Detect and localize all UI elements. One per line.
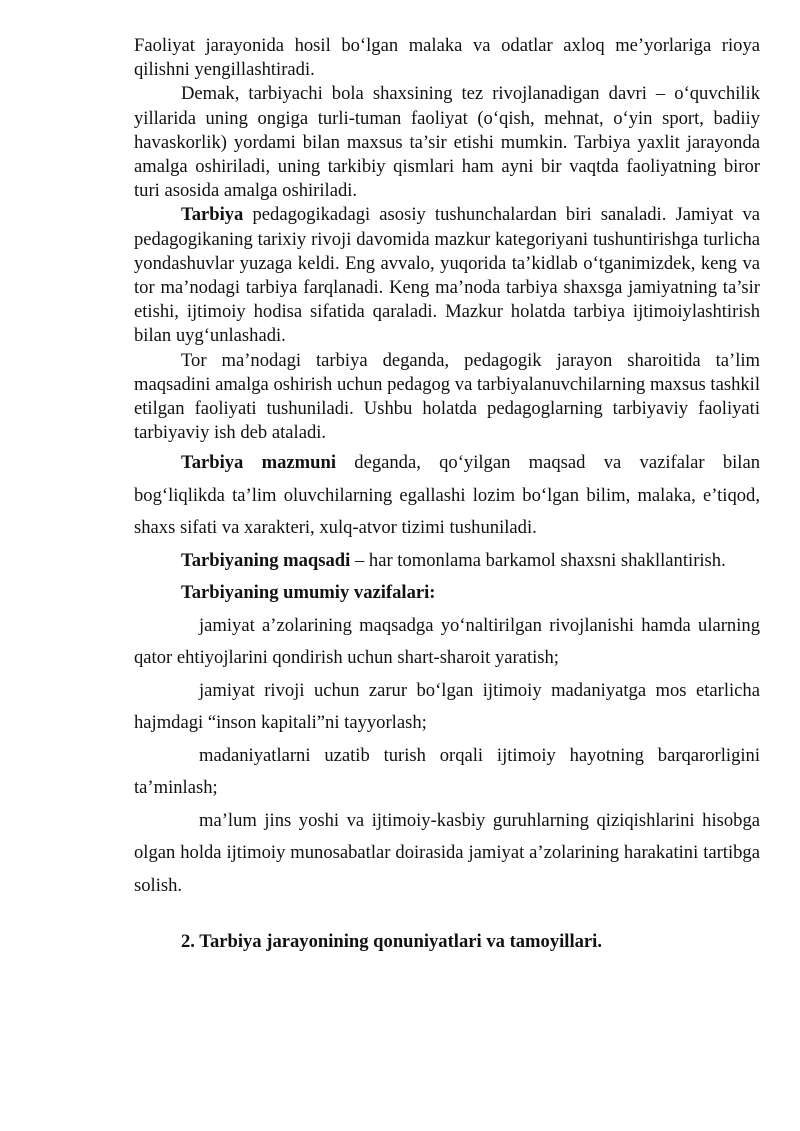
document-page xyxy=(134,34,760,956)
paragraph-tarbiya-mazmuni xyxy=(134,447,760,545)
bullet-item-3-text: madaniyatlarni uzatib turish orqali ijtimoiy hayotning barqarorligini ta’minlash; xyxy=(134,744,760,799)
bullet-item-4 xyxy=(134,805,760,903)
paragraph-maqsadi-text: – har tomonlama barkamol shaxsni shakllantirish. xyxy=(350,549,726,571)
paragraph-mazmuni-text: deganda, qo‘yilgan maqsad va vazifalar bilan bog‘liqlikda ta’lim oluvchilarning egallashi lozim bo‘lgan bilim, malaka, e’tiqod, shaxs sifati va xarakteri, xulq-atvor tizimi tushuniladi. xyxy=(134,452,761,539)
bullet-item-3 xyxy=(134,740,760,805)
bullet-item-1 xyxy=(134,610,760,675)
bullet-item-2 xyxy=(134,675,760,740)
paragraph-intro: Faoliyat jarayonida hosil bo‘lgan malaka va odatlar axloq me’yorlariga rioya qilishni yengillashtiradi. xyxy=(134,35,760,81)
bullet-item-1-text: jamiyat a’zolarining maqsadga yo‘naltirilgan rivojlanishi hamda ularning qator ehtiyojlarini qondirish uchun shart-sharoit yaratish; xyxy=(134,614,760,669)
bullet-item-4-text: ma’lum jins yoshi va ijtimoiy-kasbiy guruhlarning qiziqishlarini hisobga olgan holda ijtimoiy munosabatlar doirasida jamiyat a’zolarining harakatini tartibga solish. xyxy=(134,809,760,896)
paragraph-tarbiya-text: pedagogikadagi asosiy tushunchalardan biri sanaladi. Jamiyat va pedagogikaning tarixiy rivoji davomida mazkur kategoriyani tushuntirishga turlicha yondashuvlar yuzaga keldi. Eng avvalo, yuqorida ta’kidlab o‘tganimizdek, keng va tor ma’nodagi tarbiya farqlanadi. Keng ma’noda tarbiya shaxsga jamiyatning ta’sir etishi, ijtimoiy hodisa sifatida qaraladi. Mazkur holatda tarbiya ijtimoiylashtirish bilan uyg‘unlashadi. xyxy=(134,204,760,347)
paragraph-demak: Demak, tarbiyachi bola shaxsining tez rivojlanadigan davri – o‘quvchilik yillarida uning ongiga turli-tuman faoliyat (o‘qish, mehnat, o‘yin sport, badiiy havaskorlik) yordami bilan maxsus ta’sir etishi mumkin. Tarbiya yaxlit jarayonda amalga oshiriladi, uning tarkibiy qismlari ham ayni bir vaqtda faoliyatning biror turi asosida amalga oshiriladi. xyxy=(134,83,760,202)
section-heading: 2. Tarbiya jarayonining qonuniyatlari va tamoyillari. xyxy=(181,931,603,953)
bullet-item-2-text: jamiyat rivoji uchun zarur bo‘lgan ijtimoiy madaniyatga mos etarlicha hajmdagi “inson kapitali”ni tayyorlash; xyxy=(134,679,760,734)
term-tarbiya-maqsadi: Tarbiyaning maqsadi xyxy=(181,549,351,571)
paragraph-tarbiya-definition xyxy=(134,203,760,348)
paragraph-tarbiya-maqsadi xyxy=(134,545,760,578)
term-tarbiya: Tarbiya xyxy=(181,204,244,226)
subheading-umumiy-vazifalar xyxy=(134,577,760,610)
subheading-umumiy-vazifalar-text: Tarbiyaning umumiy vazifalari: xyxy=(181,582,436,604)
term-tarbiya-mazmuni: Tarbiya mazmuni xyxy=(181,452,336,474)
paragraph-tor-manoda: Tor ma’nodagi tarbiya deganda, pedagogik jarayon sharoitida ta’lim maqsadini amalga oshirish uchun pedagog va tarbiyalanuvchilarning maxsus tashkil etilgan faoliyati tushuniladi. Ushbu holatda pedagoglarning tarbiyaviy faoliyati tarbiyaviy ish deb ataladi. xyxy=(134,349,760,444)
